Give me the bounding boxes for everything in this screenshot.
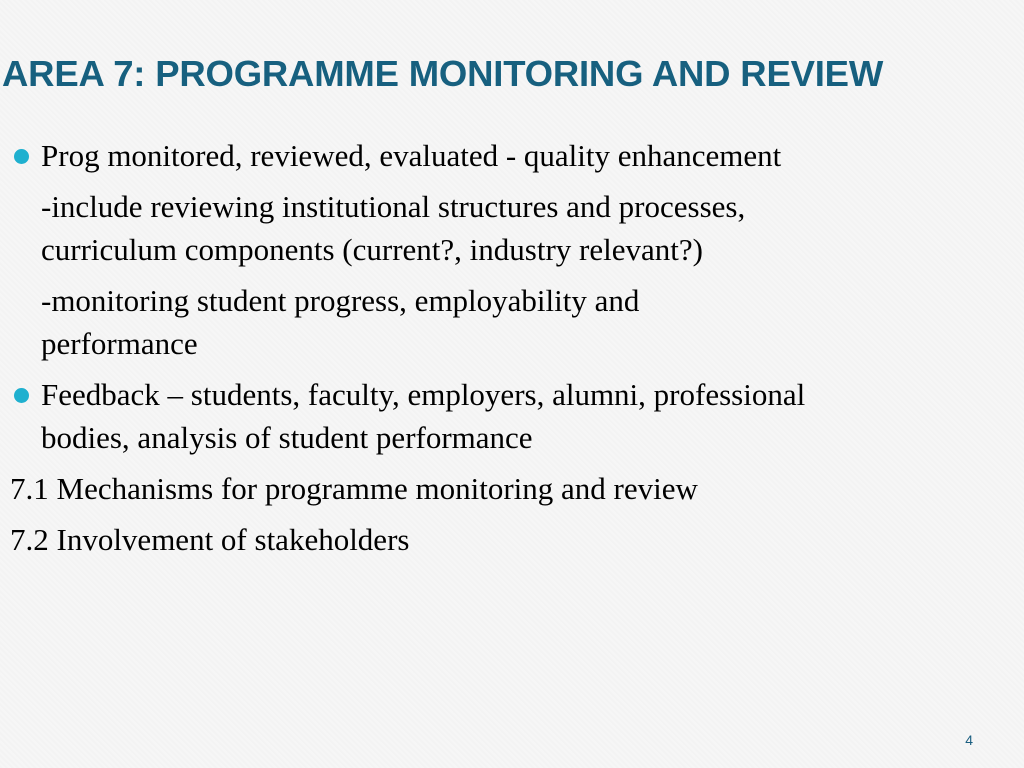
section-text: 7.2 Involvement of stakeholders	[10, 522, 410, 557]
bullet-text: bodies, analysis of student performance	[41, 420, 533, 455]
sub-text: -include reviewing institutional structures and processes,	[41, 189, 746, 224]
bullet-text: Prog monitored, reviewed, evaluated - quality enhancement	[41, 138, 782, 173]
sub-text: -monitoring student progress, employability and	[41, 283, 640, 318]
section-item-7-2	[10, 518, 1015, 561]
slide-body	[10, 134, 1015, 561]
section-text: 7.1 Mechanisms for programme monitoring and review	[10, 471, 698, 506]
slide-title: AREA 7: PROGRAMME MONITORING AND REVIEW	[2, 53, 884, 94]
sub-text: curriculum components (current?, industry relevant?)	[41, 232, 703, 267]
sub-text: performance	[41, 326, 198, 361]
bullet-item-2	[10, 373, 1015, 459]
bullet-text: Feedback – students, faculty, employers, alumni, professional	[41, 377, 806, 412]
bullet-item-1	[10, 134, 1015, 177]
bullet-dot-icon	[14, 149, 29, 164]
sub-item-2	[10, 279, 1015, 365]
section-item-7-1	[10, 467, 1015, 510]
page-number: 4	[965, 732, 973, 748]
bullet-dot-icon	[14, 388, 29, 403]
sub-item-1	[10, 185, 1015, 271]
